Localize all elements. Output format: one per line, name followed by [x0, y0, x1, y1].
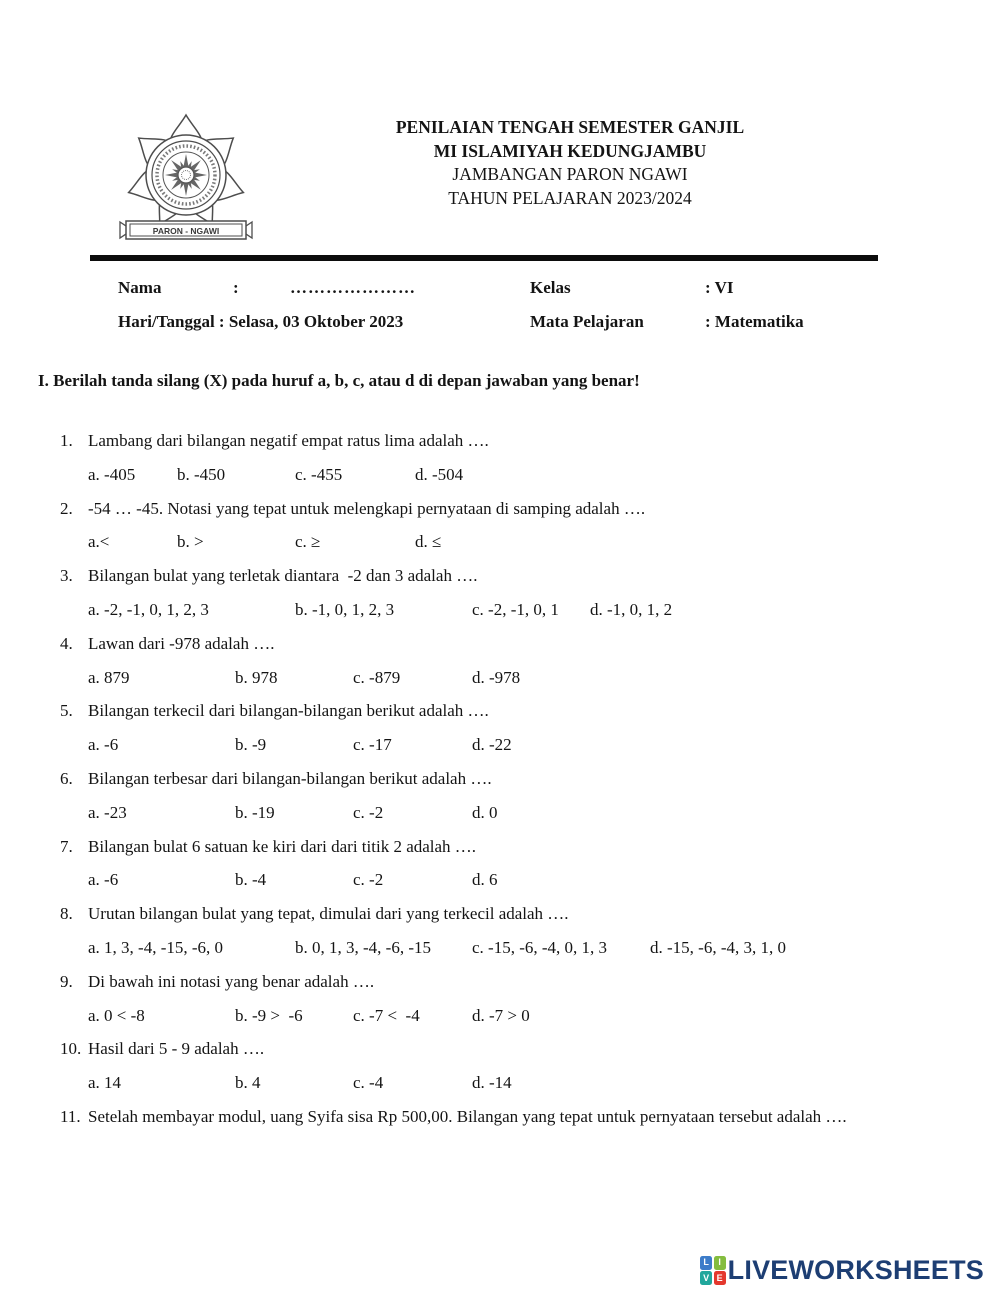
header-title-line2: MI ISLAMIYAH KEDUNGJAMBU [433, 140, 707, 161]
question-number: 5. [60, 701, 73, 721]
question-text: Bilangan bulat 6 satuan ke kiri dari dari titik 2 adalah …. [88, 836, 477, 856]
question-number: 4. [60, 633, 73, 653]
class-value: : VI [705, 278, 734, 297]
option-b[interactable]: b. -4 [235, 870, 267, 890]
info-row-name-class [118, 271, 918, 305]
option-b[interactable]: b. -19 [235, 802, 275, 822]
logo-letter-v: V [700, 1271, 712, 1285]
question-number: 1. [60, 431, 73, 450]
option-a[interactable]: a. 0 < -8 [88, 1005, 145, 1025]
option-b[interactable]: b. -9 > -6 [235, 1005, 303, 1025]
header-divider [90, 255, 878, 261]
option-d[interactable]: d. ≤ [415, 532, 442, 552]
option-a[interactable]: a. -405 [88, 464, 136, 484]
question-11 [60, 1100, 945, 1134]
option-a[interactable]: a.< [88, 532, 110, 552]
question-text: Bilangan terkecil dari bilangan-bilangan berikut adalah …. [88, 701, 489, 721]
question-number: 7. [60, 836, 73, 856]
school-emblem-logo [112, 113, 260, 246]
question-1 [60, 424, 945, 492]
question-number: 11. [60, 1106, 81, 1126]
option-d[interactable]: d. -1, 0, 1, 2 [590, 599, 673, 619]
question-list [60, 424, 945, 1134]
student-info [118, 271, 918, 339]
option-d[interactable]: d. -978 [472, 667, 521, 687]
name-colon: : [233, 278, 239, 297]
question-options [60, 796, 945, 830]
question-text: Di bawah ini notasi yang benar adalah …. [88, 971, 375, 991]
question-number: 3. [60, 566, 73, 586]
option-c[interactable]: c. ≥ [295, 532, 321, 552]
info-row-date-subject [118, 305, 918, 339]
option-c[interactable]: c. -7 < -4 [353, 1005, 420, 1025]
question-text: Bilangan bulat yang terletak diantara -2 dan 3 adalah …. [88, 566, 478, 586]
option-d[interactable]: d. -504 [415, 464, 464, 484]
question-text: Setelah membayar modul, uang Syifa sisa Rp 500,00. Bilangan yang tepat untuk pernyataan tersebut adalah …. [88, 1106, 847, 1126]
logo-letter-e: E [714, 1271, 726, 1285]
question-options [60, 525, 945, 559]
option-c[interactable]: c. -4 [353, 1073, 384, 1093]
header-title-line3: JAMBANGAN PARON NGAWI [452, 164, 688, 184]
option-c[interactable]: c. -455 [295, 464, 343, 484]
question-9 [60, 965, 945, 1033]
subject-label: Mata Pelajaran [530, 312, 644, 331]
header-title-line4: TAHUN PELAJARAN 2023/2024 [448, 187, 692, 208]
option-b[interactable]: b. 0, 1, 3, -4, -6, -15 [295, 937, 431, 957]
logo-letter-l: L [700, 1256, 712, 1270]
option-d[interactable]: d. -15, -6, -4, 3, 1, 0 [650, 937, 786, 957]
liveworksheets-icon [700, 1256, 726, 1286]
question-text: -54 … -45. Notasi yang tepat untuk melengkapi pernyataan di samping adalah …. [88, 498, 646, 518]
question-8 [60, 897, 945, 965]
liveworksheets-logo[interactable] [700, 1255, 984, 1286]
question-options [60, 863, 945, 897]
option-c[interactable]: c. -15, -6, -4, 0, 1, 3 [472, 937, 608, 957]
question-7 [60, 830, 945, 898]
logo-letter-i: I [714, 1256, 726, 1270]
question-number: 10. [60, 1039, 82, 1059]
question-options [60, 728, 945, 762]
liveworksheets-wordmark: LIVEWORKSHEETS [727, 1255, 984, 1285]
question-options [60, 999, 945, 1033]
question-number: 2. [60, 498, 73, 518]
option-b[interactable]: b. > [177, 532, 204, 552]
option-d[interactable]: d. 6 [472, 870, 498, 890]
option-d[interactable]: d. -7 > 0 [472, 1005, 530, 1025]
option-d[interactable]: d. -14 [472, 1073, 512, 1093]
option-d[interactable]: d. -22 [472, 735, 512, 755]
option-b[interactable]: b. -1, 0, 1, 2, 3 [295, 599, 395, 619]
option-b[interactable]: b. 978 [235, 667, 278, 687]
option-a[interactable]: a. 14 [88, 1073, 122, 1093]
question-4 [60, 627, 945, 695]
question-options [60, 458, 945, 492]
option-a[interactable]: a. -6 [88, 735, 119, 755]
question-text: Lawan dari -978 adalah …. [88, 633, 275, 653]
question-5 [60, 694, 945, 762]
option-c[interactable]: c. -879 [353, 667, 401, 687]
question-10 [60, 1032, 945, 1100]
header-title-line1: PENILAIAN TENGAH SEMESTER GANJIL [395, 117, 745, 137]
question-number: 8. [60, 904, 73, 924]
option-c[interactable]: c. -2, -1, 0, 1 [472, 599, 559, 619]
question-text: Hasil dari 5 - 9 adalah …. [88, 1039, 265, 1059]
option-b[interactable]: b. 4 [235, 1073, 261, 1093]
name-blank-field[interactable]: ………………… [290, 278, 416, 297]
option-a[interactable]: a. -6 [88, 870, 119, 890]
option-c[interactable]: c. -2 [353, 870, 384, 890]
question-text: Urutan bilangan bulat yang tepat, dimulai dari yang terkecil adalah …. [88, 904, 569, 924]
emblem-ribbon-text: PARON - NGAWI [152, 226, 220, 236]
question-options [60, 593, 945, 627]
question-6 [60, 762, 945, 830]
subject-value: : Matematika [705, 312, 804, 331]
question-number: 6. [60, 768, 73, 788]
question-number: 9. [60, 971, 73, 991]
option-b[interactable]: b. -9 [235, 735, 267, 755]
option-a[interactable]: a. 1, 3, -4, -15, -6, 0 [88, 937, 224, 957]
section-instruction: I. Berilah tanda silang (X) pada huruf a, b, c, atau d di depan jawaban yang benar! [38, 371, 640, 390]
question-2 [60, 492, 945, 560]
option-c[interactable]: c. -2 [353, 802, 384, 822]
question-options [60, 661, 945, 695]
class-label: Kelas [530, 278, 571, 297]
name-label: Nama [118, 278, 162, 297]
question-options [60, 1066, 945, 1100]
question-text: Bilangan terbesar dari bilangan-bilangan berikut adalah …. [88, 768, 492, 788]
option-b[interactable]: b. -450 [177, 464, 226, 484]
date-line: Hari/Tanggal : Selasa, 03 Oktober 2023 [118, 312, 404, 331]
option-a[interactable]: a. -2, -1, 0, 1, 2, 3 [88, 599, 209, 619]
option-a[interactable]: a. 879 [88, 667, 130, 687]
question-options [60, 931, 945, 965]
document-header [240, 116, 900, 210]
question-3 [60, 559, 945, 627]
question-text: Lambang dari bilangan negatif empat ratus lima adalah …. [88, 431, 489, 450]
option-d[interactable]: d. 0 [472, 802, 498, 822]
option-a[interactable]: a. -23 [88, 802, 127, 822]
option-c[interactable]: c. -17 [353, 735, 392, 755]
